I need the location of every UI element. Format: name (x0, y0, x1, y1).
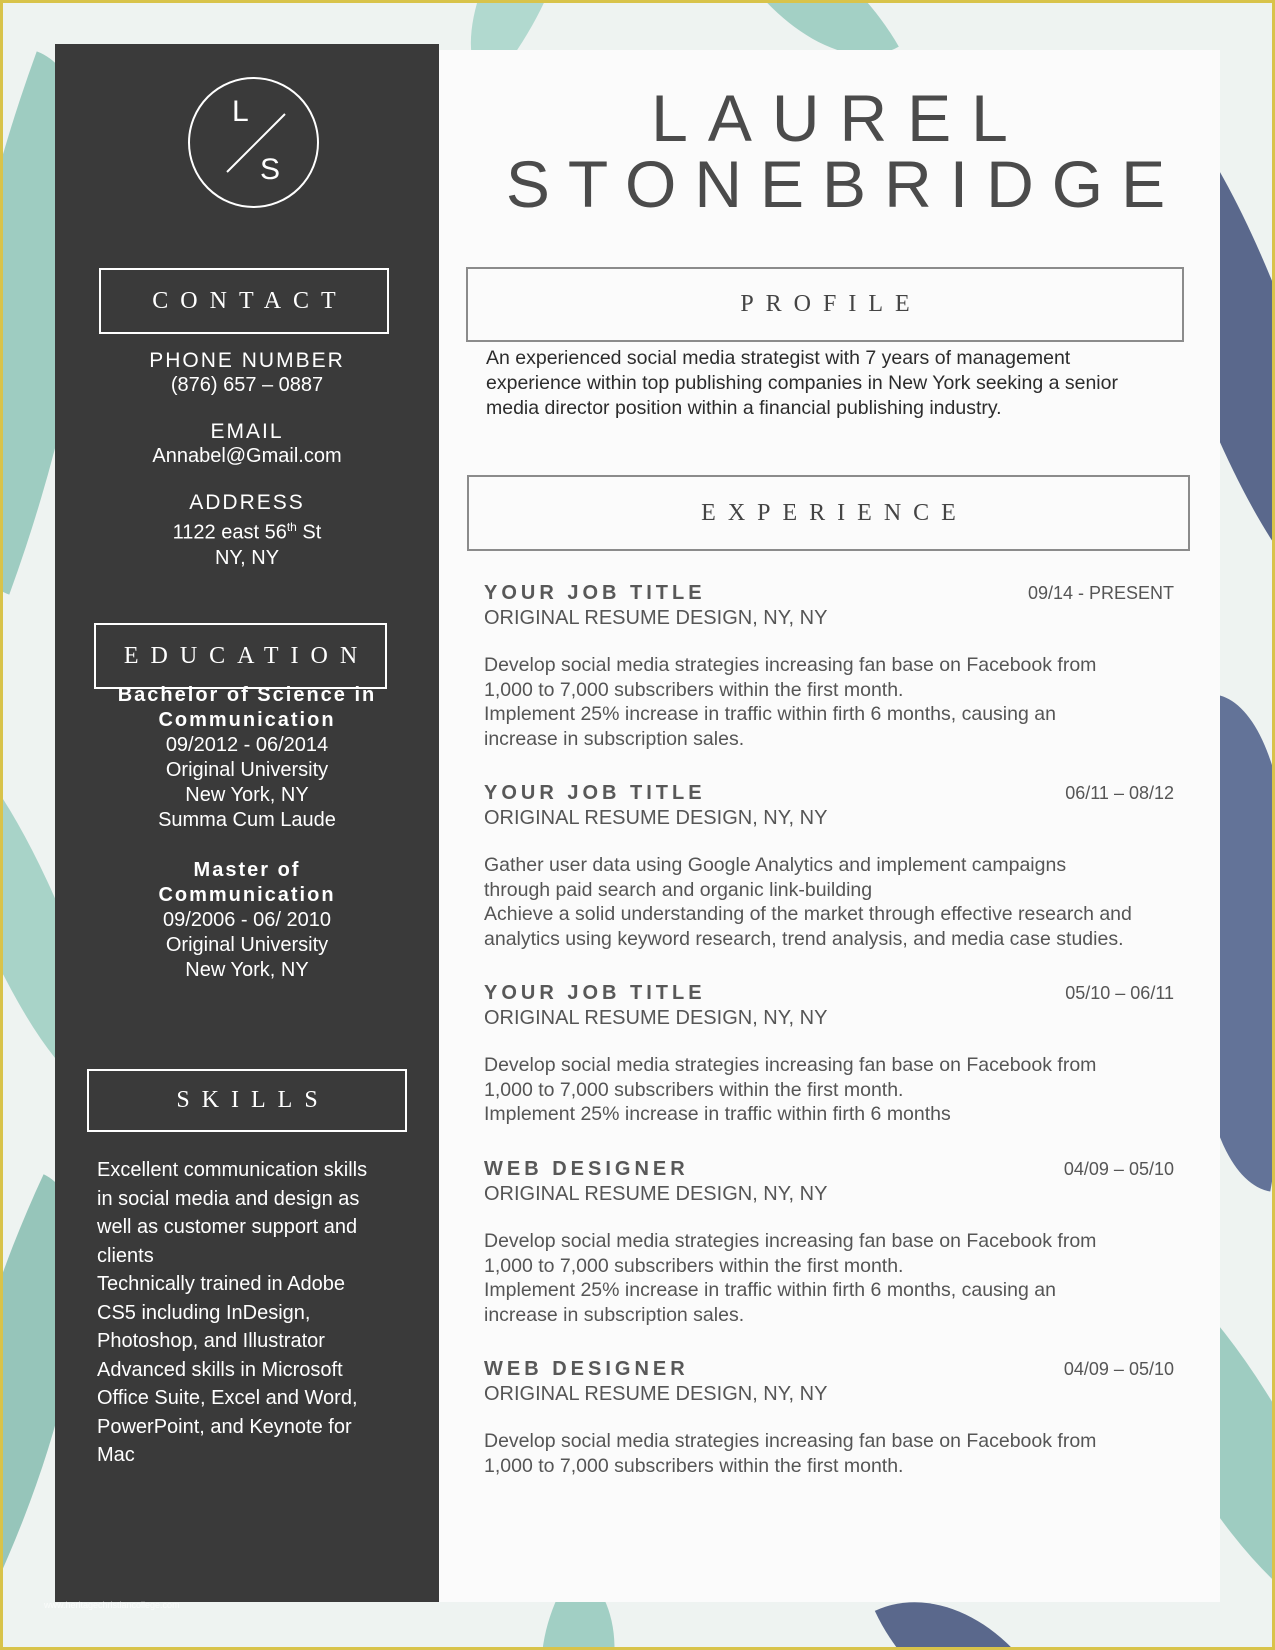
skills-heading: SKILLS (176, 1087, 330, 1113)
degree-title: Communication (158, 884, 336, 906)
job-line: Develop social media strategies increasing fan base on Facebook from (484, 654, 1097, 676)
contact-heading-box (99, 268, 389, 334)
job-title: YOUR JOB TITLE (484, 782, 706, 804)
profile-summary (486, 346, 1176, 421)
job-description (484, 1053, 1174, 1127)
skill-line: PowerPoint, and Keynote for (97, 1415, 352, 1438)
job-line: 1,000 to 7,000 subscribers within the first month. (484, 1454, 904, 1477)
job-entry (484, 981, 1174, 1127)
degree-title: Bachelor of Science in (117, 684, 377, 706)
skill-line: Office Suite, Excel and Word, (97, 1387, 358, 1409)
contact-email (55, 419, 439, 469)
skill-line: well as customer support and (97, 1216, 358, 1238)
job-line: increase in subscription sales. (484, 727, 745, 750)
skill-line: Photoshop, and Illustrator (97, 1330, 325, 1352)
skill-line: in social media and design as (97, 1187, 360, 1210)
job-date: 09/14 - PRESENT (1027, 583, 1174, 603)
experience-heading: EXPERIENCE (701, 499, 968, 526)
job-line: 1,000 to 7,000 subscribers within the first month. (484, 1254, 904, 1277)
email-value: Annabel@Gmail.com (152, 445, 342, 467)
job-title: WEB DESIGNER (484, 1358, 689, 1380)
education-heading: EDUCATION (123, 642, 370, 669)
job-line: Implement 25% increase in traffic within firth 6 months (484, 1103, 951, 1125)
job-entry (484, 1357, 1174, 1478)
address-street-number: 1122 east 56 (172, 521, 287, 544)
phone-label: PHONE NUMBER (149, 349, 345, 372)
degree-location: New York, NY (185, 784, 309, 806)
monogram-last-initial: S (260, 153, 281, 186)
skills-list (97, 1156, 397, 1470)
contact-address (55, 490, 439, 571)
job-entry (484, 581, 1174, 751)
address-street-suffix: St (296, 521, 322, 544)
address-ordinal: th (286, 520, 297, 534)
job-line: 1,000 to 7,000 subscribers within the first month. (484, 678, 904, 701)
degree-school: Original University (165, 759, 329, 781)
degree-title: Master of (193, 859, 301, 881)
email-label: EMAIL (210, 420, 284, 443)
job-company: ORIGINAL RESUME DESIGN, NY, NY (484, 1383, 828, 1405)
name-last: STONEBRIDGE (505, 147, 1184, 221)
job-line: Develop social media strategies increasing fan base on Facebook from (484, 1430, 1097, 1452)
address-label: ADDRESS (189, 491, 305, 514)
job-title: YOUR JOB TITLE (484, 982, 706, 1004)
job-line: Develop social media strategies increasing fan base on Facebook from (484, 1054, 1097, 1076)
address-city: NY, NY (214, 546, 280, 569)
profile-line: experience within top publishing companies in New York seeking a senior (486, 372, 1118, 394)
skill-line: Excellent communication skills (97, 1159, 368, 1181)
degree-honors: Summa Cum Laude (158, 809, 336, 831)
job-date: 06/11 – 08/12 (1065, 783, 1174, 803)
job-line: Develop social media strategies increasing fan base on Facebook from (484, 1230, 1097, 1252)
main-content (439, 50, 1220, 1602)
degree-title: Communication (158, 709, 336, 731)
degree-dates: 09/2006 - 06/ 2010 (163, 909, 331, 931)
job-line: analytics using keyword research, trend analysis, and media case studies. (484, 927, 1124, 950)
job-line: Implement 25% increase in traffic within firth 6 months, causing an (484, 703, 1056, 725)
job-line: Gather user data using Google Analytics and implement campaigns (484, 854, 1067, 876)
degree-location: New York, NY (185, 959, 309, 981)
watermark-text: www.heritagechristiancollege.com (44, 1600, 180, 1610)
job-title: WEB DESIGNER (484, 1158, 689, 1180)
job-line: 1,000 to 7,000 subscribers within the first month. (484, 1078, 904, 1101)
profile-line: An experienced social media strategist with 7 years of management (486, 347, 1071, 369)
profile-heading-box (466, 267, 1184, 342)
job-date: 05/10 – 06/11 (1065, 983, 1174, 1003)
job-description (484, 853, 1174, 951)
job-entry (484, 1157, 1174, 1327)
job-description (484, 1429, 1174, 1478)
skill-line: Mac (97, 1444, 135, 1466)
job-company: ORIGINAL RESUME DESIGN, NY, NY (484, 807, 828, 829)
job-line: Implement 25% increase in traffic within firth 6 months, causing an (484, 1279, 1056, 1301)
education-degree (55, 683, 439, 833)
monogram-first-initial: L (232, 95, 249, 128)
address-street (55, 515, 439, 546)
skill-line: CS5 including InDesign, (97, 1301, 311, 1324)
job-description (484, 653, 1174, 751)
education-degree (55, 858, 439, 983)
phone-value: (876) 657 – 0887 (170, 374, 324, 396)
job-date: 04/09 – 05/10 (1063, 1359, 1174, 1379)
job-company: ORIGINAL RESUME DESIGN, NY, NY (484, 607, 828, 629)
name-first: LAUREL (651, 81, 1028, 155)
skill-line: Advanced skills in Microsoft (97, 1358, 343, 1381)
skill-line: clients (97, 1244, 154, 1267)
job-company: ORIGINAL RESUME DESIGN, NY, NY (484, 1183, 828, 1205)
job-entry (484, 781, 1174, 951)
skill-line: Technically trained in Adobe (97, 1273, 345, 1295)
degree-dates: 09/2012 - 06/2014 (165, 734, 329, 756)
job-description (484, 1229, 1174, 1327)
job-line: Achieve a solid understanding of the market through effective research and (484, 903, 1132, 925)
degree-school: Original University (165, 934, 329, 956)
job-title: YOUR JOB TITLE (484, 582, 706, 604)
job-line: through paid search and organic link-building (484, 878, 873, 901)
job-date: 04/09 – 05/10 (1063, 1159, 1174, 1179)
job-line: increase in subscription sales. (484, 1303, 745, 1326)
profile-heading: PROFILE (740, 291, 922, 317)
job-company: ORIGINAL RESUME DESIGN, NY, NY (484, 1007, 828, 1029)
experience-heading-box (467, 475, 1190, 551)
monogram-logo (188, 77, 319, 208)
sidebar (55, 44, 439, 1602)
skills-heading-box (87, 1069, 407, 1132)
education-heading-box (94, 623, 387, 689)
profile-line: media director position within a financial publishing industry. (486, 397, 1002, 419)
contact-phone (55, 348, 439, 398)
contact-heading: CONTACT (152, 287, 348, 314)
